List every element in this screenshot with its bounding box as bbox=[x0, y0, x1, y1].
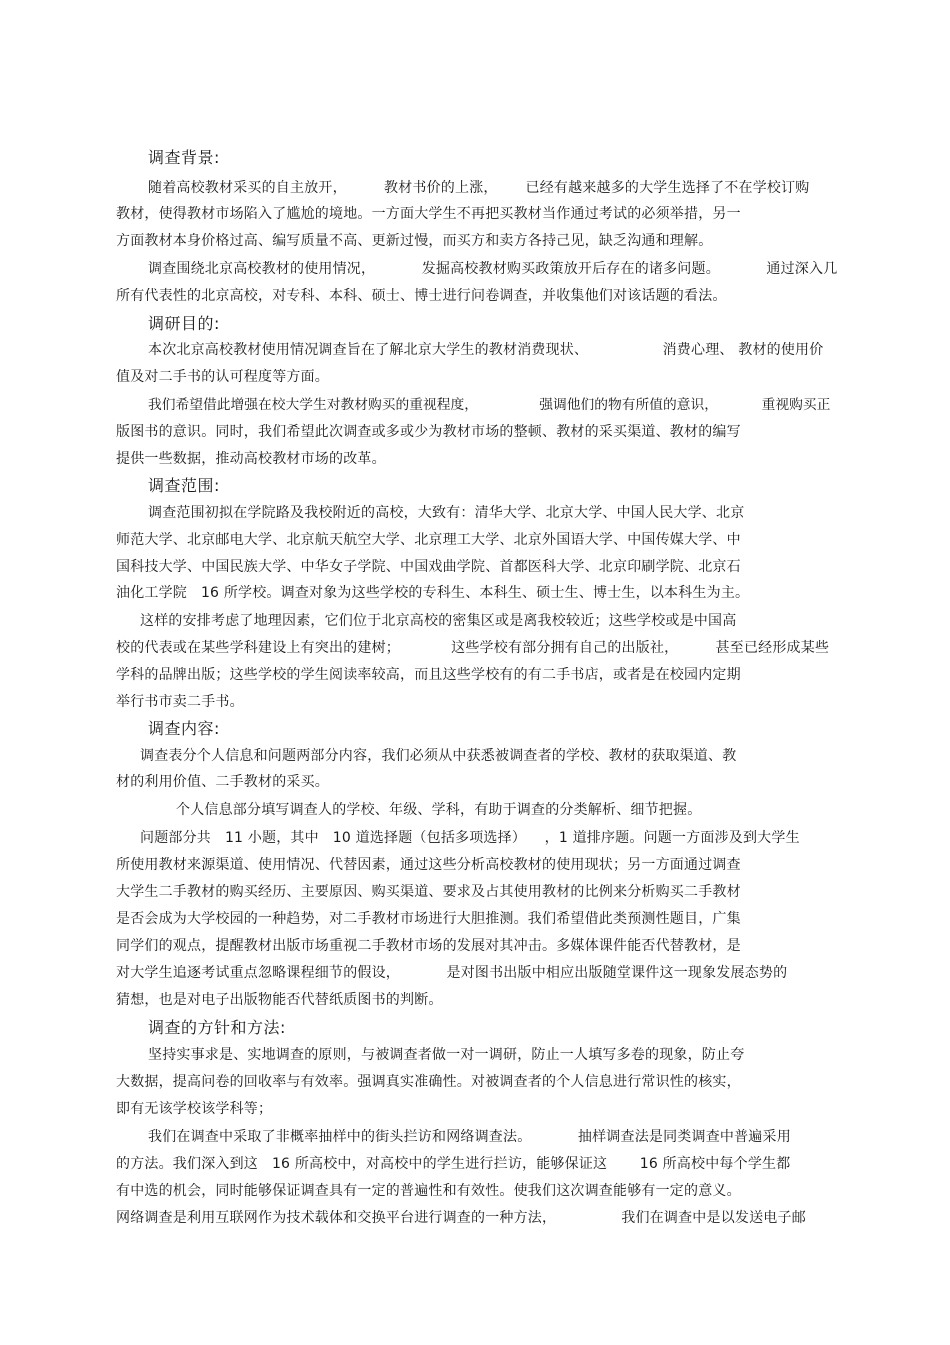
paragraph-line: 随着高校教材采买的自主放开， 教材书价的上涨， 已经有越来越多的大学生选择了不在学校订购 bbox=[148, 180, 810, 196]
paragraph-line: 调查表分个人信息和问题两部分内容，我们必须从中获悉被调查者的学校、教材的获取渠道、教 bbox=[140, 748, 737, 764]
section-heading-purpose: 调研目的: bbox=[148, 314, 220, 333]
paragraph-line: 坚持实事求是、实地调查的原则，与被调查者做一对一调研，防止一人填写多卷的现象，防止夸 bbox=[148, 1047, 745, 1063]
paragraph-line: 所使用教材来源渠道、使用情况、代替因素，通过这些分析高校教材的使用现状；另一方面通过调查 bbox=[116, 857, 741, 873]
paragraph-line: 猜想，也是对电子出版物能否代替纸质图书的判断。 bbox=[116, 992, 443, 1008]
paragraph-line: 调查范围初拟在学院路及我校附近的高校，大致有：清华大学、北京大学、中国人民大学、北京 bbox=[148, 505, 745, 521]
paragraph-line: 有中选的机会，同时能够保证调查具有一定的普遍性和有效性。使我们这次调查能够有一定的意义。 bbox=[116, 1183, 741, 1199]
paragraph-line: 师范大学、北京邮电大学、北京航天航空大学、北京理工大学、北京外国语大学、中国传媒大学、中 bbox=[116, 532, 741, 548]
paragraph-line: 这样的安排考虑了地理因素，它们位于北京高校的密集区或是离我校较近；这些学校或是中国高 bbox=[140, 613, 737, 629]
paragraph-line: 油化工学院 16 所学校。调查对象为这些学校的专科生、本科生、硕士生、博士生，以本科生为主。 bbox=[116, 585, 750, 601]
paragraph-line: 大学生二手教材的购买经历、主要原因、购买渠道、要求及占其使用教材的比例来分析购买二手教材 bbox=[116, 884, 741, 900]
paragraph-line: 对大学生追逐考试重点忽略课程细节的假设， 是对图书出版中相应出版随堂课件这一现象发展态势的 bbox=[116, 965, 788, 981]
paragraph-line: 值及对二手书的认可程度等方面。 bbox=[116, 369, 329, 385]
paragraph-line: 调查围绕北京高校教材的使用情况， 发掘高校教材购买政策放开后存在的诸多问题。 通过深入几 bbox=[148, 261, 838, 277]
paragraph-line: 是否会成为大学校园的一种趋势，对二手教材市场进行大胆推测。我们希望借此类预测性题目，广集 bbox=[116, 911, 741, 927]
paragraph-line: 校的代表或在某些学科建设上有突出的建树； 这些学校有部分拥有自己的出版社， 甚至已经形成某些 bbox=[116, 640, 830, 656]
paragraph-line: 问题部分共 11 小题，其中 10 道选择题（包括多项选择） ，1 道排序题。问题一方面涉及到大学生 bbox=[140, 830, 800, 846]
paragraph-line: 国科技大学、中国民族大学、中华女子学院、中国戏曲学院、首都医科大学、北京印刷学院、北京石 bbox=[116, 559, 741, 575]
paragraph-line: 我们在调查中采取了非概率抽样中的街头拦访和网络调查法。 抽样调查法是同类调查中普遍采用 bbox=[148, 1129, 791, 1145]
paragraph-line: 的方法。我们深入到这 16 所高校中，对高校中的学生进行拦访，能够保证这 16 所高校中每个学生都 bbox=[116, 1156, 791, 1172]
paragraph-line: 教材，使得教材市场陷入了尴尬的境地。一方面大学生不再把买教材当作通过考试的必须举措，另一 bbox=[116, 206, 741, 222]
paragraph-line: 方面教材本身价格过高、编写质量不高、更新过慢，而买方和卖方各持己见，缺乏沟通和理解。 bbox=[116, 233, 713, 249]
paragraph-line: 即有无该学校该学科等； bbox=[116, 1101, 273, 1117]
section-heading-content: 调查内容: bbox=[148, 719, 220, 738]
section-heading-scope: 调查范围: bbox=[148, 476, 220, 495]
paragraph-line: 同学们的观点，提醒教材出版市场重视二手教材市场的发展对其冲击。多媒体课件能否代替教材，是 bbox=[116, 938, 741, 954]
paragraph-line: 网络调查是利用互联网作为技术载体和交换平台进行调查的一种方法， 我们在调查中是以发送电子邮 bbox=[116, 1210, 806, 1226]
section-heading-methods: 调查的方针和方法: bbox=[148, 1018, 286, 1037]
paragraph-line: 本次北京高校教材使用情况调查旨在了解北京大学生的教材消费现状、 消费心理、 教材的使用价 bbox=[148, 342, 824, 358]
paragraph-line: 提供一些数据，推动高校教材市场的改革。 bbox=[116, 451, 386, 467]
paragraph-line: 大数据，提高问卷的回收率与有效率。强调真实准确性。对被调查者的个人信息进行常识性的核实， bbox=[116, 1074, 741, 1090]
paragraph-line: 版图书的意识。同时，我们希望此次调查或多或少为教材市场的整顿、教材的采买渠道、教材的编写 bbox=[116, 424, 741, 440]
paragraph-line: 学科的品牌出版；这些学校的学生阅读率较高，而且这些学校有的有二手书店，或者是在校园内定期 bbox=[116, 667, 741, 683]
paragraph-line: 材的利用价值、二手教材的采买。 bbox=[116, 774, 329, 790]
paragraph-line: 所有代表性的北京高校，对专科、本科、硕士、博士进行问卷调查，并收集他们对该话题的看法。 bbox=[116, 288, 727, 304]
paragraph-line: 个人信息部分填写调查人的学校、年级、学科，有助于调查的分类解析、细节把握。 bbox=[176, 802, 702, 818]
section-heading-background: 调查背景: bbox=[148, 148, 220, 167]
paragraph-line: 我们希望借此增强在校大学生对教材购买的重视程度， 强调他们的物有所值的意识， 重视购买正 bbox=[148, 397, 831, 413]
paragraph-line: 举行书市卖二手书。 bbox=[116, 694, 244, 710]
